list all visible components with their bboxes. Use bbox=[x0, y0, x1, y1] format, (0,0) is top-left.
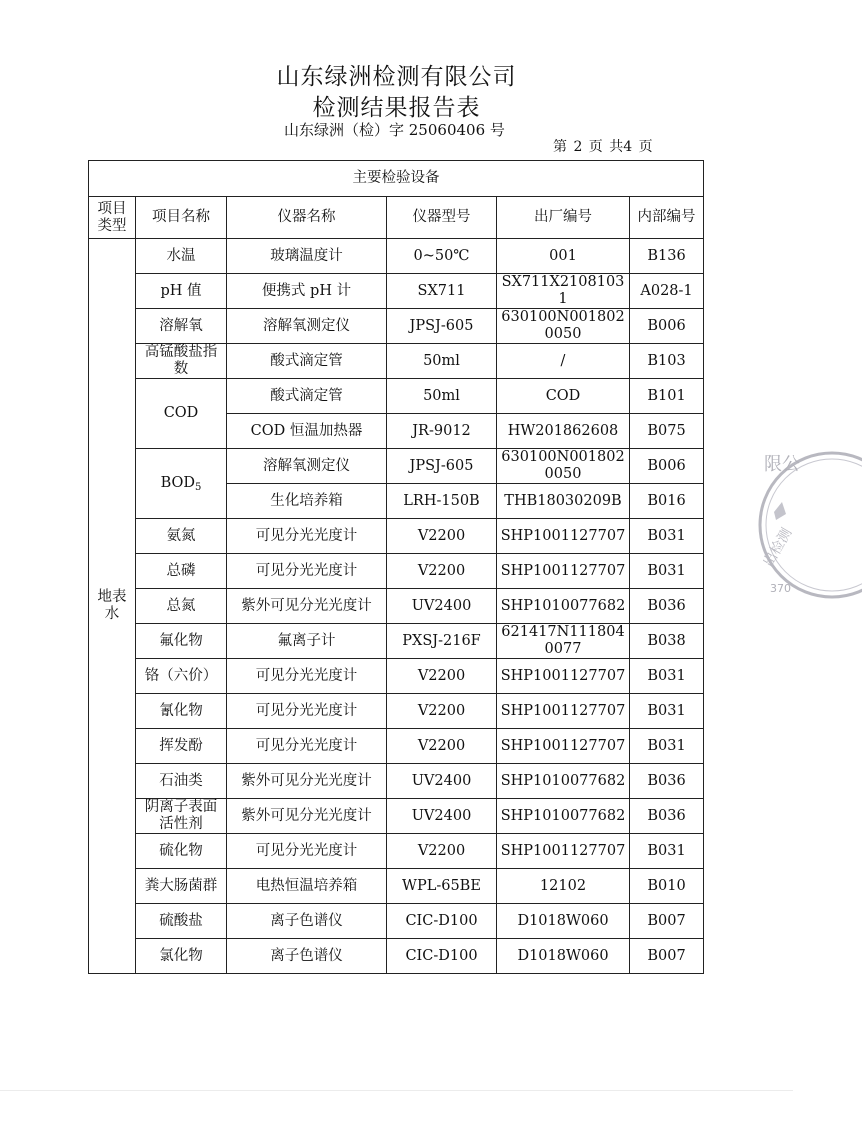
internal-cell: B031 bbox=[630, 834, 704, 869]
model-cell: JPSJ-605 bbox=[387, 309, 497, 344]
col-header-item: 项目名称 bbox=[136, 197, 227, 239]
item-cell: 硫化物 bbox=[136, 834, 227, 869]
table-row bbox=[89, 554, 704, 589]
instrument-cell: 溶解氧测定仪 bbox=[227, 309, 387, 344]
table-title: 主要检验设备 bbox=[89, 161, 704, 197]
item-cell: 溶解氧 bbox=[136, 309, 227, 344]
table-row bbox=[89, 589, 704, 624]
instrument-cell: 紫外可见分光光度计 bbox=[227, 799, 387, 834]
instrument-cell: 酸式滴定管 bbox=[227, 344, 387, 379]
company-seal-stamp bbox=[752, 440, 812, 610]
model-cell: SX711 bbox=[387, 274, 497, 309]
serial-cell: 12102 bbox=[497, 869, 630, 904]
serial-cell: D1018W060 bbox=[497, 939, 630, 974]
model-cell: 0~50℃ bbox=[387, 239, 497, 274]
table-row bbox=[89, 449, 704, 484]
model-cell: V2200 bbox=[387, 694, 497, 729]
model-cell: JR-9012 bbox=[387, 414, 497, 449]
model-cell: V2200 bbox=[387, 834, 497, 869]
serial-cell: SHP1001127707 bbox=[497, 729, 630, 764]
model-cell: 50ml bbox=[387, 379, 497, 414]
model-cell: V2200 bbox=[387, 554, 497, 589]
item-cell: pH 值 bbox=[136, 274, 227, 309]
internal-cell: B038 bbox=[630, 624, 704, 659]
svg-text:出检测: 出检测 bbox=[760, 525, 796, 570]
category-cell: 地表水 bbox=[89, 239, 136, 974]
serial-cell: SHP1001127707 bbox=[497, 834, 630, 869]
instrument-cell: 酸式滴定管 bbox=[227, 379, 387, 414]
svg-text:限公: 限公 bbox=[764, 454, 800, 475]
internal-cell: B031 bbox=[630, 729, 704, 764]
internal-cell: B036 bbox=[630, 589, 704, 624]
report-number: 山东绿洲（检）字 25060406 号 bbox=[284, 121, 505, 139]
table-row bbox=[89, 729, 704, 764]
table-row bbox=[89, 379, 704, 414]
table-row bbox=[89, 624, 704, 659]
instrument-cell: 可见分光光度计 bbox=[227, 729, 387, 764]
item-cell: 氟化物 bbox=[136, 624, 227, 659]
serial-cell: 630100N0018020050 bbox=[497, 309, 630, 344]
item-cell: 水温 bbox=[136, 239, 227, 274]
page-info: 第 2 页 共4 页 bbox=[553, 139, 653, 155]
instrument-cell: 可见分光光度计 bbox=[227, 659, 387, 694]
item-cell: 高锰酸盐指数 bbox=[136, 344, 227, 379]
model-cell: 50ml bbox=[387, 344, 497, 379]
item-cell bbox=[136, 449, 227, 519]
internal-cell: B103 bbox=[630, 344, 704, 379]
internal-cell: B075 bbox=[630, 414, 704, 449]
internal-cell: B036 bbox=[630, 764, 704, 799]
table-row bbox=[89, 239, 704, 274]
instrument-cell: 可见分光光度计 bbox=[227, 694, 387, 729]
internal-cell: B031 bbox=[630, 694, 704, 729]
instrument-cell: 生化培养箱 bbox=[227, 484, 387, 519]
serial-cell: 001 bbox=[497, 239, 630, 274]
col-header-category: 项目类型 bbox=[89, 197, 136, 239]
serial-cell: SX711X21081031 bbox=[497, 274, 630, 309]
model-cell: V2200 bbox=[387, 729, 497, 764]
item-cell: 总氮 bbox=[136, 589, 227, 624]
internal-cell: B006 bbox=[630, 309, 704, 344]
svg-text:370: 370 bbox=[770, 582, 791, 595]
serial-cell: D1018W060 bbox=[497, 904, 630, 939]
model-cell: CIC-D100 bbox=[387, 939, 497, 974]
serial-cell: 630100N0018020050 bbox=[497, 449, 630, 484]
instrument-cell: 便携式 pH 计 bbox=[227, 274, 387, 309]
serial-cell: SHP1010077682 bbox=[497, 589, 630, 624]
internal-cell: B007 bbox=[630, 939, 704, 974]
model-cell: V2200 bbox=[387, 519, 497, 554]
table-row bbox=[89, 799, 704, 834]
internal-cell: B031 bbox=[630, 519, 704, 554]
model-cell: UV2400 bbox=[387, 589, 497, 624]
instrument-cell: COD 恒温加热器 bbox=[227, 414, 387, 449]
instrument-cell: 离子色谱仪 bbox=[227, 904, 387, 939]
instrument-cell: 离子色谱仪 bbox=[227, 939, 387, 974]
instrument-cell: 紫外可见分光光度计 bbox=[227, 764, 387, 799]
table-row bbox=[89, 274, 704, 309]
internal-cell: B010 bbox=[630, 869, 704, 904]
internal-cell: B101 bbox=[630, 379, 704, 414]
table-title-row bbox=[89, 161, 704, 197]
serial-cell: 621417N1118040077 bbox=[497, 624, 630, 659]
instrument-cell: 可见分光光度计 bbox=[227, 834, 387, 869]
model-cell: LRH-150B bbox=[387, 484, 497, 519]
col-header-model: 仪器型号 bbox=[387, 197, 497, 239]
internal-cell: B136 bbox=[630, 239, 704, 274]
equipment-table bbox=[88, 160, 704, 974]
table-row bbox=[89, 764, 704, 799]
model-cell: PXSJ-216F bbox=[387, 624, 497, 659]
model-cell: CIC-D100 bbox=[387, 904, 497, 939]
table-row bbox=[89, 939, 704, 974]
bod-subscript: 5 bbox=[195, 482, 202, 493]
internal-cell: B007 bbox=[630, 904, 704, 939]
serial-cell: SHP1001127707 bbox=[497, 659, 630, 694]
table-row bbox=[89, 694, 704, 729]
instrument-cell: 紫外可见分光光度计 bbox=[227, 589, 387, 624]
item-cell: 铬（六价） bbox=[136, 659, 227, 694]
item-cell: 氯化物 bbox=[136, 939, 227, 974]
instrument-cell: 可见分光光度计 bbox=[227, 519, 387, 554]
serial-cell: SHP1010077682 bbox=[497, 764, 630, 799]
internal-cell: B006 bbox=[630, 449, 704, 484]
report-title: 检测结果报告表 bbox=[312, 95, 481, 121]
col-header-instrument: 仪器名称 bbox=[227, 197, 387, 239]
table-row bbox=[89, 904, 704, 939]
serial-cell: SHP1001127707 bbox=[497, 519, 630, 554]
instrument-cell: 玻璃温度计 bbox=[227, 239, 387, 274]
model-cell: UV2400 bbox=[387, 799, 497, 834]
item-cell: 粪大肠菌群 bbox=[136, 869, 227, 904]
page-bottom-divider bbox=[0, 1090, 793, 1091]
instrument-cell: 溶解氧测定仪 bbox=[227, 449, 387, 484]
internal-cell: B016 bbox=[630, 484, 704, 519]
table-row bbox=[89, 309, 704, 344]
item-cell: 硫酸盐 bbox=[136, 904, 227, 939]
model-cell: UV2400 bbox=[387, 764, 497, 799]
table-row bbox=[89, 344, 704, 379]
serial-cell: THB18030209B bbox=[497, 484, 630, 519]
item-cell: 阴离子表面活性剂 bbox=[136, 799, 227, 834]
table-row bbox=[89, 659, 704, 694]
model-cell: JPSJ-605 bbox=[387, 449, 497, 484]
serial-cell: SHP1001127707 bbox=[497, 554, 630, 589]
serial-cell: SHP1001127707 bbox=[497, 694, 630, 729]
table-header-row bbox=[89, 197, 704, 239]
col-header-serial: 出厂编号 bbox=[497, 197, 630, 239]
internal-cell: B031 bbox=[630, 659, 704, 694]
bod-label: BOD bbox=[160, 475, 196, 491]
item-cell: 挥发酚 bbox=[136, 729, 227, 764]
serial-cell: COD bbox=[497, 379, 630, 414]
internal-cell: B031 bbox=[630, 554, 704, 589]
serial-cell: SHP1010077682 bbox=[497, 799, 630, 834]
model-cell: V2200 bbox=[387, 659, 497, 694]
table-row bbox=[89, 519, 704, 554]
item-cell: 氨氮 bbox=[136, 519, 227, 554]
item-cell: 氰化物 bbox=[136, 694, 227, 729]
item-cell: COD bbox=[136, 379, 227, 449]
item-cell: 石油类 bbox=[136, 764, 227, 799]
internal-cell: A028-1 bbox=[630, 274, 704, 309]
item-cell: 总磷 bbox=[136, 554, 227, 589]
instrument-cell: 可见分光光度计 bbox=[227, 554, 387, 589]
table-row bbox=[89, 834, 704, 869]
instrument-cell: 氟离子计 bbox=[227, 624, 387, 659]
serial-cell: / bbox=[497, 344, 630, 379]
model-cell: WPL-65BE bbox=[387, 869, 497, 904]
company-name: 山东绿洲检测有限公司 bbox=[276, 64, 517, 90]
instrument-cell: 电热恒温培养箱 bbox=[227, 869, 387, 904]
table-row bbox=[89, 869, 704, 904]
internal-cell: B036 bbox=[630, 799, 704, 834]
serial-cell: HW201862608 bbox=[497, 414, 630, 449]
col-header-internal: 内部编号 bbox=[630, 197, 704, 239]
